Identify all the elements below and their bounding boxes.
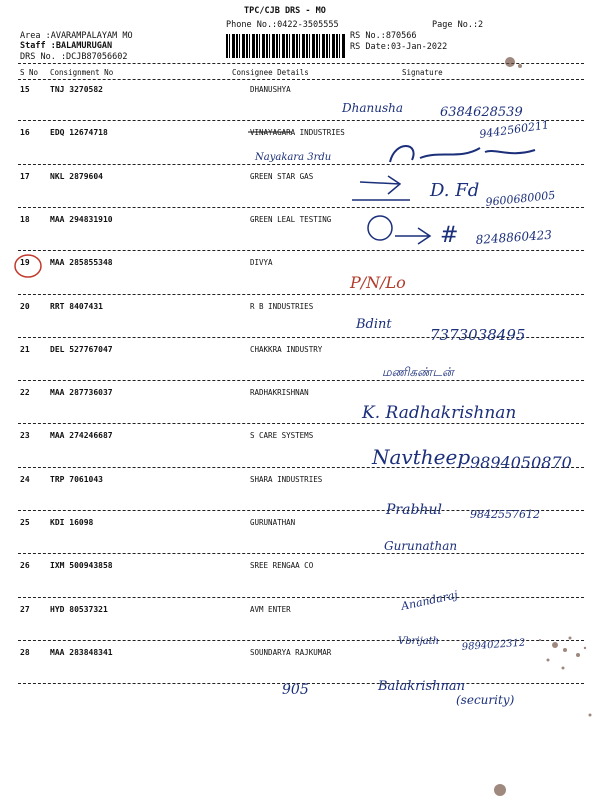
row-consignee: DHANUSHYA xyxy=(250,85,291,94)
rs-date: RS Date:03-Jan-2022 xyxy=(350,42,448,52)
row-consignee: CHAKKRA INDUSTRY xyxy=(250,344,323,354)
row-consignee: VINAYAGARA INDUSTRIES xyxy=(250,128,345,138)
signature-20-phone: 7373038495 xyxy=(430,326,526,344)
table-row xyxy=(0,128,600,172)
row-divider xyxy=(18,423,584,424)
signature-28-name: Balakrishnan xyxy=(378,679,466,694)
signature-23-phone: 9894050870 xyxy=(470,453,572,472)
row-consignee: SHARA INDUSTRIES xyxy=(250,474,323,484)
col-consignee: Consignee Details xyxy=(232,68,309,77)
col-signature: Signature xyxy=(402,68,443,77)
row-consignment: MAA 285855348 xyxy=(50,258,113,268)
signature-20-name: Bdint xyxy=(356,317,392,332)
row-sno: 27 xyxy=(20,604,30,614)
table-row xyxy=(0,302,600,346)
staff-field: Staff :BALAMURUGAN xyxy=(20,41,113,51)
table-row xyxy=(0,388,600,432)
row-consignment: EDQ 12674718 xyxy=(50,128,108,138)
signature-28-note: 905 xyxy=(282,682,309,698)
row-sno: 22 xyxy=(20,388,30,398)
signature-15-phone: 6384628539 xyxy=(440,105,523,120)
row-consignee: DIVYA xyxy=(250,258,273,268)
barcode xyxy=(226,34,346,58)
row-sno: 28 xyxy=(20,647,30,657)
row-consignment: NKL 2879604 xyxy=(50,171,103,181)
row-divider xyxy=(18,510,584,511)
table-row xyxy=(0,648,600,692)
row-consignee: SREE RENGAA CO xyxy=(250,561,314,571)
signature-16-name: Nayakara 3rdu xyxy=(255,152,332,163)
row-consignment: MAA 274246687 xyxy=(50,431,113,441)
row-consignee: AVM ENTER xyxy=(250,604,291,614)
row-consignee: GURUNATHAN xyxy=(250,518,296,527)
table-row xyxy=(0,172,600,216)
row-divider xyxy=(18,467,584,468)
row-consignment: MAA 294831910 xyxy=(50,214,113,224)
signature-15-name: Dhanusha xyxy=(342,101,404,115)
row-consignment: KDI 16098 xyxy=(50,518,94,527)
signature-28-note2: (security) xyxy=(456,693,515,707)
area-field: Area :AVARAMPALAYAM MO xyxy=(20,31,133,41)
page-number: Page No.:2 xyxy=(432,20,484,30)
row-divider xyxy=(18,294,584,295)
row-consignee: RADHAKRISHNAN xyxy=(250,388,309,398)
table-row xyxy=(0,431,600,475)
row-divider xyxy=(18,380,584,381)
document-title: TPC/CJB DRS - MO xyxy=(244,6,326,16)
signature-27-name: Vbrijath xyxy=(398,636,440,647)
row-sno: 19 xyxy=(20,258,30,268)
row-sno: 23 xyxy=(20,431,30,441)
row-consignee: SOUNDARYA RAJKUMAR xyxy=(250,647,332,657)
signature-26: Anandaraj xyxy=(399,588,459,613)
row-sno: 17 xyxy=(20,171,30,181)
row-sno: 15 xyxy=(20,85,30,94)
signature-24-phone: 9842557612 xyxy=(470,508,540,521)
signature-21: மணிகண்டன் xyxy=(382,365,454,379)
row-consignment: HYD 80537321 xyxy=(50,604,108,614)
signature-16-phone: 9442560211 xyxy=(478,118,550,141)
row-divider xyxy=(18,164,584,165)
row-sno: 21 xyxy=(20,344,30,354)
drs-number: DRS No. :DCJB87056602 xyxy=(20,52,128,62)
row-consignment: TNJ 3270582 xyxy=(50,85,103,94)
table-row xyxy=(0,345,600,389)
row-divider xyxy=(18,553,584,554)
row-consignment: IXM 500943858 xyxy=(50,561,113,571)
rs-number: RS No.:870566 xyxy=(350,31,417,41)
signature-17-phone: 9600680005 xyxy=(484,188,556,209)
table-row xyxy=(0,518,600,562)
col-sno: S No xyxy=(20,68,39,77)
row-divider xyxy=(18,640,584,641)
table-row xyxy=(0,561,600,605)
row-sno: 25 xyxy=(20,518,30,527)
row-sno: 24 xyxy=(20,474,30,484)
signature-24-name: Prabhul xyxy=(386,502,442,518)
phone-number: Phone No.:0422-3505555 xyxy=(226,20,339,30)
signature-25: Gurunathan xyxy=(384,539,458,553)
row-sno: 16 xyxy=(20,128,30,138)
signature-22: K. Radhakrishnan xyxy=(362,403,517,423)
signature-19: P/N/Lo xyxy=(350,273,406,292)
row-consignee: GREEN LEAL TESTING xyxy=(250,214,332,224)
row-consignee: R B INDUSTRIES xyxy=(250,301,314,311)
table-row xyxy=(0,605,600,649)
signature-18-phone: 8248860423 xyxy=(475,227,553,247)
col-consignment: Consignment No xyxy=(50,68,114,77)
signature-17-name: D. Fd xyxy=(430,180,480,201)
row-sno: 20 xyxy=(20,301,30,311)
row-divider xyxy=(18,683,584,684)
row-divider xyxy=(18,250,584,251)
table-row xyxy=(0,258,600,302)
row-consignment: MAA 283848341 xyxy=(50,647,113,657)
row-consignee: S CARE SYSTEMS xyxy=(250,431,314,441)
row-consignee: GREEN STAR GAS xyxy=(250,171,314,181)
row-divider xyxy=(18,597,584,598)
row-consignment: DEL 527767047 xyxy=(50,344,113,354)
row-consignment: RRT 8407431 xyxy=(50,301,103,311)
hash-mark-18: # xyxy=(440,223,459,248)
table-row xyxy=(0,215,600,259)
row-divider xyxy=(18,207,584,208)
row-consignment: TRP 7061043 xyxy=(50,474,103,484)
signature-23-name: Navtheep xyxy=(372,445,471,469)
row-divider xyxy=(18,120,584,121)
table-row xyxy=(0,475,600,519)
row-divider xyxy=(18,337,584,338)
signature-27-phone: 9894022312 xyxy=(461,637,526,653)
header-divider-bottom xyxy=(18,79,584,80)
row-consignment: MAA 287736037 xyxy=(50,388,113,398)
row-sno: 26 xyxy=(20,561,30,571)
header-divider-top xyxy=(18,63,584,64)
table-row xyxy=(0,85,600,129)
row-sno: 18 xyxy=(20,214,30,224)
